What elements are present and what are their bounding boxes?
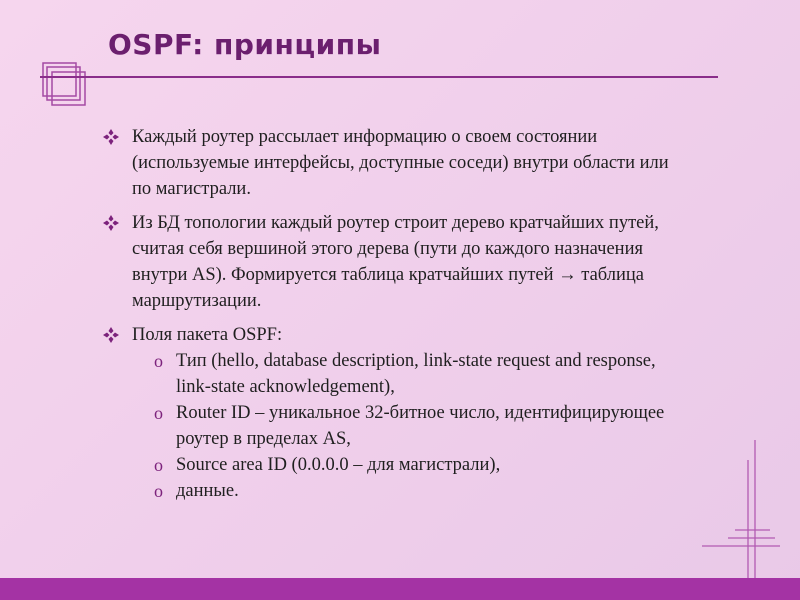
- diamond-bullet-icon: [102, 214, 120, 232]
- diamond-bullet-icon: [102, 128, 120, 146]
- slide-title: OSPF: принципы: [108, 28, 382, 61]
- sub-item-text: данные.: [176, 481, 239, 501]
- circle-o-icon: o: [154, 403, 163, 423]
- diamond-bullet-icon: [102, 326, 120, 344]
- circle-o-icon: o: [154, 481, 163, 501]
- circle-o-icon: o: [154, 455, 163, 475]
- sub-item-text: Router ID – уникальное 32-битное число, идентифицирующее роутер в пределах AS,: [176, 403, 665, 449]
- bullet-item-3: [102, 322, 682, 504]
- sub-item-3: [154, 452, 682, 478]
- bullet-text: Каждый роутер рассылает информацию о своем состоянии (используемые интерфейсы, доступные соседи) внутри области или по магистрали.: [132, 127, 669, 199]
- circle-o-icon: o: [154, 351, 163, 371]
- bullet-item-1: [102, 124, 682, 202]
- sub-item-2: [154, 400, 682, 452]
- bullet-text: Поля пакета OSPF:: [132, 325, 283, 345]
- bottom-bar: [0, 578, 800, 600]
- bullet-item-2: [102, 210, 682, 314]
- sub-item-1: [154, 348, 682, 400]
- slide-content: [102, 124, 682, 512]
- title-underline: [40, 76, 718, 78]
- sub-item-text: Тип (hello, database description, link-state request and response, link-state acknowledgement),: [176, 351, 656, 397]
- sub-item-4: [154, 478, 682, 504]
- sub-list: [132, 348, 682, 504]
- sub-item-text: Source area ID (0.0.0.0 – для магистрали),: [176, 455, 501, 475]
- bullet-text: Из БД топологии каждый роутер строит дерево кратчайших путей, считая себя вершиной этого дерева (пути до каждого назначения внутри AS). Формируется таблица кратчайших путей → таблица маршрутизации.: [132, 213, 659, 311]
